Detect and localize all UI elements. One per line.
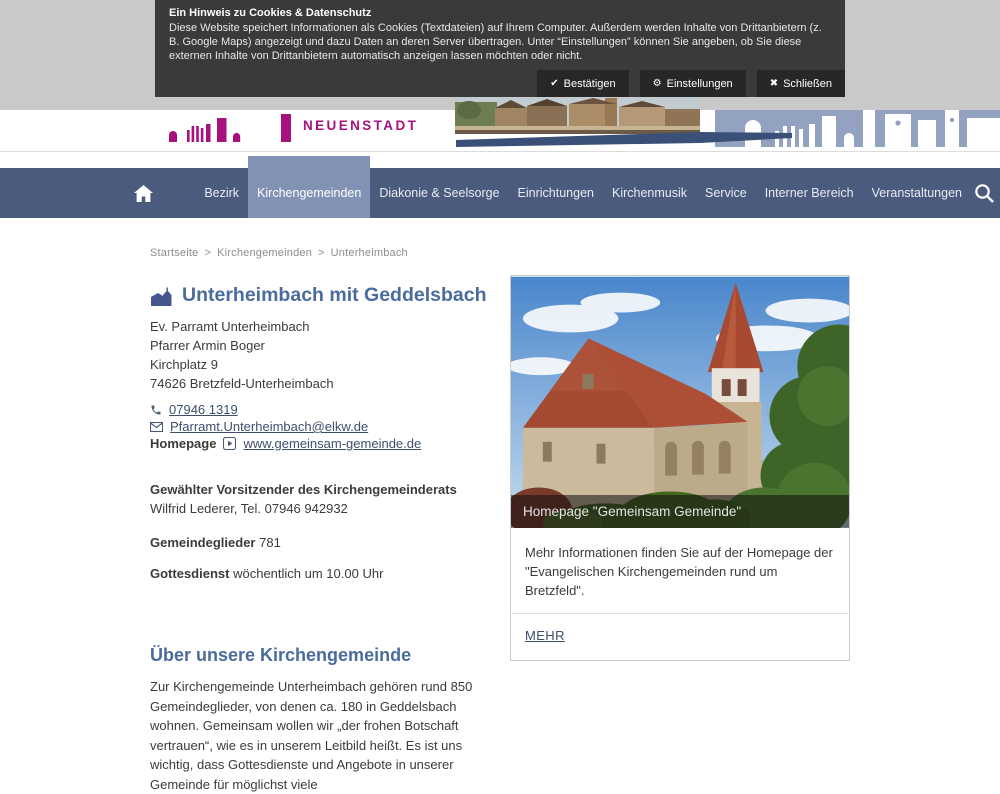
about-paragraph: Zur Kirchengemeinde Unterheimbach gehören rund 850 Gemeindeglieder, von denen ca. 180 in Geddelsbach wohnen. Gemeinsam wollen wir „der frohen Botschaft vertrauen“, wie es in unserem Leitbild heißt. Es ist uns wichtig, dass Gottesdienste und Angebote in unserer Gemeinde für möglichst viele: [150, 679, 473, 792]
cookie-title: Ein Hinweis zu Cookies & Datenschutz: [169, 7, 372, 19]
homepage-label: Homepage: [150, 436, 217, 451]
home-button[interactable]: [128, 168, 159, 218]
search-icon: [974, 183, 994, 203]
cookie-close-label: Schließen: [783, 77, 832, 90]
breadcrumb-separator: >: [204, 247, 212, 259]
breadcrumb-unterheimbach[interactable]: Unterheimbach: [330, 247, 408, 259]
nav-item-kirchengemeinden[interactable]: Kirchengemeinden: [248, 156, 370, 218]
home-icon: [134, 185, 153, 202]
email-icon: [150, 422, 163, 432]
contact-list: [150, 401, 494, 452]
phone-link[interactable]: 07946 1319: [169, 402, 238, 417]
chairman-value: Wilfrid Lederer, Tel. 07946 942932: [150, 501, 348, 516]
nav-item-list: [195, 168, 971, 218]
header-photo-shadow: [456, 131, 794, 148]
service-label: Gottesdienst: [150, 566, 230, 581]
breadcrumb-startseite[interactable]: Startseite: [150, 247, 199, 259]
church-photo: [511, 276, 849, 528]
members-value: 781: [259, 535, 281, 550]
nav-item-interner-bereich[interactable]: Interner Bereich: [764, 186, 854, 200]
homepage-teaser-card: [510, 275, 850, 661]
cookie-body-text: Diese Website speichert Informationen als Cookies (Textdateien) auf Ihrem Computer. Außerdem werden Inhalte von Drittanbietern (z. B. Google Maps) angezeigt und dazu Daten an deren Server übertragen. Unter “Einstellungen” können Sie angeben, ob Sie diese externen Inhalte von Drittanbietern automatisch anzeigen lassen möchten oder nicht.: [169, 22, 822, 62]
address-block: [150, 317, 494, 393]
cookie-settings-button[interactable]: [640, 70, 746, 97]
phone-icon: [150, 404, 162, 416]
about-section-heading: Über unsere Kirchengemeinde: [150, 645, 412, 665]
members-label: Gemeindeglieder: [150, 535, 256, 550]
nav-item-diakonie-seelsorge[interactable]: Diakonie & Seelsorge: [379, 186, 500, 200]
cookie-settings-label: Einstellungen: [666, 77, 733, 90]
main-navigation: [0, 168, 1000, 218]
breadcrumb-separator: >: [318, 247, 325, 259]
gear-icon: ⚙: [652, 78, 662, 89]
check-icon: ✔: [550, 78, 559, 89]
homepage-link[interactable]: www.gemeinsam-gemeinde.de: [243, 436, 422, 451]
header-divider: [0, 151, 1000, 152]
nav-item-service[interactable]: Service: [705, 186, 747, 200]
cookie-banner: [155, 0, 845, 97]
chairman-label: Gewählter Vorsitzender des Kirchengemeinderats: [150, 482, 457, 497]
address-line: 74626 Bretzfeld-Unterheimbach: [150, 376, 334, 391]
breadcrumb-kirchengemeinden[interactable]: Kirchengemeinden: [217, 247, 313, 259]
cookie-confirm-label: Bestätigen: [563, 77, 616, 90]
mehr-link[interactable]: MEHR: [525, 628, 565, 643]
email-link[interactable]: Pfarramt.Unterheimbach@elkw.de: [170, 419, 369, 434]
address-line: Pfarrer Armin Boger: [150, 338, 265, 353]
close-icon: ✖: [769, 78, 779, 89]
nav-item-kirchenmusik[interactable]: Kirchenmusik: [611, 186, 688, 200]
external-play-icon: [223, 437, 236, 450]
nav-item-einrichtungen[interactable]: Einrichtungen: [517, 186, 594, 200]
page-title: Unterheimbach mit Geddelsbach: [182, 284, 487, 306]
photo-caption: Homepage "Gemeinsam Gemeinde": [511, 495, 849, 528]
card-text: Mehr Informationen finden Sie auf der Homepage der "Evangelischen Kirchengemeinden rund um Bretzfeld".: [511, 528, 849, 614]
address-line: Kirchplatz 9: [150, 357, 218, 372]
breadcrumb: [150, 247, 408, 259]
header-panorama-photo: [455, 96, 700, 134]
church-icon: [150, 285, 173, 306]
address-line: Ev. Parramt Unterheimbach: [150, 319, 310, 334]
brand-logo-skyline-icon[interactable]: [167, 112, 293, 144]
nav-item-veranstaltungen[interactable]: Veranstaltungen: [871, 186, 962, 200]
service-value: wöchentlich um 10.00 Uhr: [233, 566, 384, 581]
cookie-confirm-button[interactable]: [537, 70, 628, 97]
nav-item-bezirk[interactable]: Bezirk: [204, 186, 240, 200]
main-content: [150, 284, 494, 794]
brand-logo-text[interactable]: NEUENSTADT: [303, 118, 419, 133]
search-button[interactable]: [971, 168, 1000, 218]
cookie-close-button[interactable]: [757, 70, 845, 97]
